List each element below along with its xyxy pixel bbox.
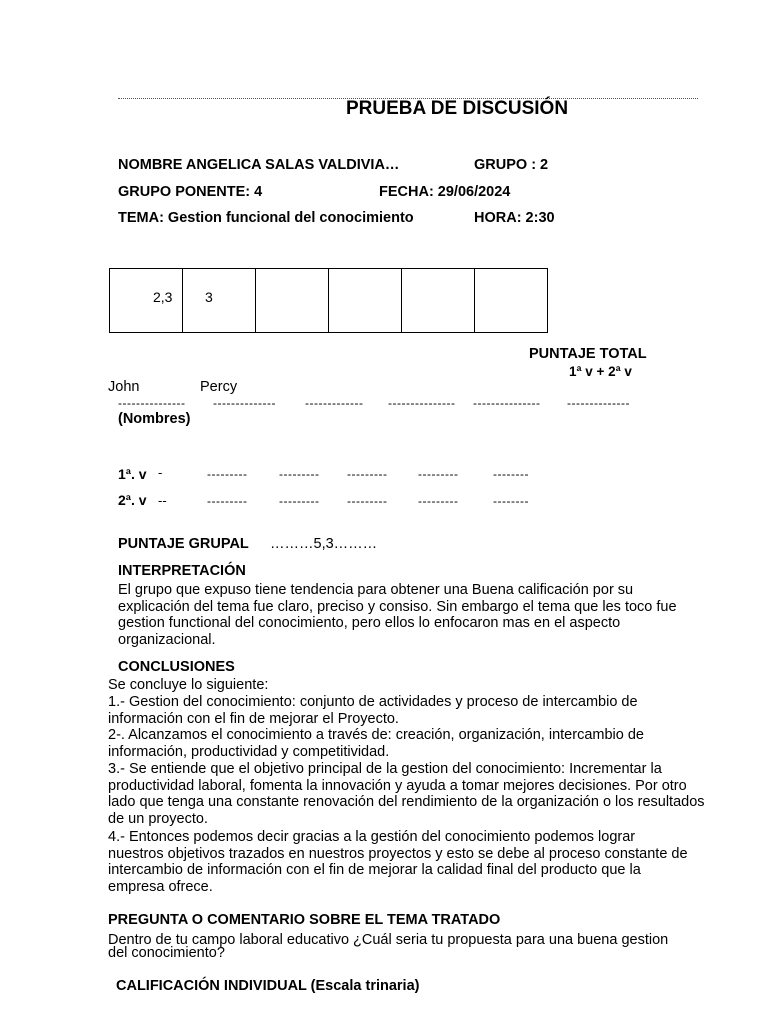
round-2-label: 2ª. v	[118, 492, 147, 508]
question-heading: PREGUNTA O COMENTARIO SOBRE EL TEMA TRATADO	[108, 912, 501, 928]
dash-line: ---------------	[473, 396, 541, 410]
individual-grade-heading: CALIFICACIÓN INDIVIDUAL (Escala trinaria)	[116, 978, 420, 994]
round-2-value: ---------	[207, 494, 248, 508]
round-1-value: ---------	[207, 467, 248, 481]
page-title: PRUEBA DE DISCUSIÓN	[346, 98, 569, 119]
total-score-label: PUNTAJE TOTAL	[529, 346, 647, 362]
round-2-value: ---------	[347, 494, 388, 508]
conclusion-item-3: 3.- Se entiende que el objetivo principal de la gestion del conocimiento: Incrementar la productividad laboral, fomenta la innovación y ayuda a tomar mejores decisiones. Por otro lado que tenga una constante renovación del rendimiento de la organización o los resultados de un proyecto.	[108, 761, 705, 827]
round-2-value: ---------	[418, 494, 459, 508]
dash-line: -------------	[305, 396, 364, 410]
round-2-value: --------	[493, 494, 529, 508]
conclusion-item-1: 1.- Gestion del conocimiento: conjunto de actividades y proceso de intercambio de información con el fin de mejorar el Proyecto.	[108, 694, 638, 727]
time: HORA: 2:30	[474, 210, 555, 226]
score-cell	[475, 269, 547, 332]
interpretation-text: El grupo que expuso tiene tendencia para obtener una Buena calificación por su explicación del tema fue claro, preciso y consiso. Sin embargo el tema que les toco fue gestion functional del conocimiento, pero ellos lo enfocaron mas en el aspecto organizacional.	[118, 582, 677, 648]
round-2-value: --	[158, 493, 167, 508]
conclusions-intro: Se concluye lo siguiente:	[108, 677, 269, 693]
conclusion-item-4: 4.- Entonces podemos decir gracias a la gestión del conocimiento podemos lograr nuestros objetivos trazados en nuestros proyectos y esto se debe al proceso constante de intercambio de información con el fin de mejorar la calidad final del producto que la empresa ofrece.	[108, 829, 688, 895]
round-1-value: --------	[493, 467, 529, 481]
presenting-group: GRUPO PONENTE: 4	[118, 184, 263, 200]
group-score-label: PUNTAJE GRUPAL	[118, 536, 249, 552]
names-label: (Nombres)	[118, 411, 191, 427]
interpretation-heading: INTERPRETACIÓN	[118, 563, 246, 579]
round-2-value: ---------	[279, 494, 320, 508]
score-grid	[109, 268, 548, 333]
dash-line: ---------------	[388, 396, 456, 410]
conclusions-heading: CONCLUSIONES	[118, 659, 235, 675]
topic: TEMA: Gestion funcional del conocimiento	[118, 210, 414, 226]
total-score-formula: 1ª v + 2ª v	[569, 364, 632, 379]
dash-line: ---------------	[118, 396, 186, 410]
conclusion-item-2: 2-. Alcanzamos el conocimiento a través de: creación, organización, intercambio de información, productividad y competitividad.	[108, 727, 644, 760]
question-text: Dentro de tu campo laboral educativo ¿Cuál seria tu propuesta para una buena gestion del conocimiento?	[108, 932, 669, 961]
round-1-value: ---------	[418, 467, 459, 481]
round-1-value: -	[158, 465, 163, 480]
dash-line: --------------	[567, 396, 630, 410]
score-cell: 2,3	[110, 269, 183, 332]
name-john: John	[108, 379, 140, 395]
score-cell	[402, 269, 475, 332]
score-cell	[329, 269, 402, 332]
student-name: NOMBRE ANGELICA SALAS VALDIVIA…	[118, 157, 400, 173]
date: FECHA: 29/06/2024	[379, 184, 511, 200]
round-1-value: ---------	[279, 467, 320, 481]
round-1-label: 1ª. v	[118, 466, 147, 482]
score-cell: 3	[183, 269, 256, 332]
round-1-value: ---------	[347, 467, 388, 481]
dash-line: --------------	[213, 396, 276, 410]
group-score-value: ………5,3………	[270, 536, 378, 552]
name-percy: Percy	[200, 379, 238, 395]
score-cell	[256, 269, 329, 332]
group-number: GRUPO : 2	[474, 157, 549, 173]
